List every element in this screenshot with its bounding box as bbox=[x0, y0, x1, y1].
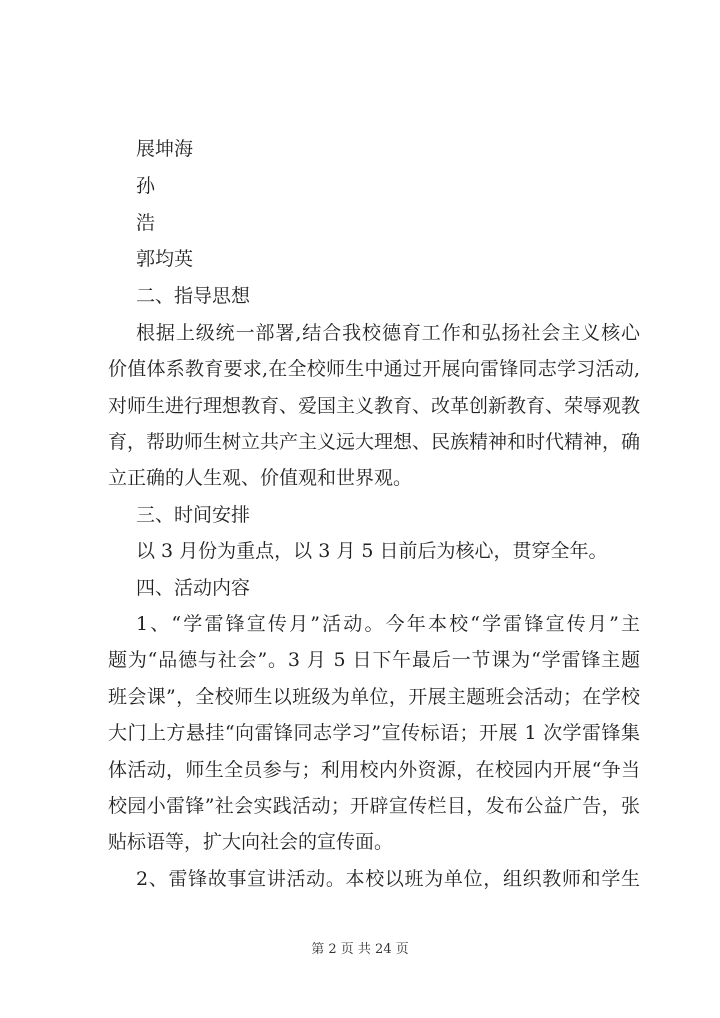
paragraph-line: 班会课”，全校师生以班级为单位，开展主题班会活动；在学校 bbox=[108, 686, 640, 708]
paragraph-line: 大门上方悬挂“向雷锋同志学习”宣传标语；开展 1 次学雷锋集 bbox=[108, 722, 640, 744]
name-line: 浩 bbox=[136, 212, 156, 234]
section-heading: 四、活动内容 bbox=[136, 577, 251, 599]
name-line: 郭均英 bbox=[136, 248, 194, 270]
section-heading: 三、时间安排 bbox=[136, 504, 251, 526]
paragraph-line: 贴标语等，扩大向社会的宣传面。 bbox=[108, 831, 394, 853]
paragraph-line: 根据上级统一部署,结合我校德育工作和弘扬社会主义核心 bbox=[136, 322, 640, 344]
paragraph-line: 立正确的人生观、价值观和世界观。 bbox=[108, 467, 413, 489]
paragraph-line: 1、“学雷锋宣传月”活动。今年本校“学雷锋宣传月”主 bbox=[136, 613, 640, 635]
paragraph-line: 题为“品德与社会”。3 月 5 日下午最后一节课为“学雷锋主题 bbox=[108, 649, 640, 671]
paragraph-line: 校园小雷锋”社会实践活动；开辟宣传栏目，发布公益广告，张 bbox=[108, 795, 640, 817]
page-number-footer: 第 2 页 共 24 页 bbox=[311, 942, 409, 957]
paragraph-line: 育，帮助师生树立共产主义远大理想、民族精神和时代精神，确 bbox=[108, 431, 641, 453]
name-line: 孙 bbox=[136, 175, 156, 197]
paragraph-line: 体活动，师生全员参与；利用校内外资源，在校园内开展“争当 bbox=[108, 759, 640, 781]
paragraph-line: 对师生进行理想教育、爱国主义教育、改革创新教育、荣辱观教 bbox=[108, 395, 641, 417]
name-line: 展坤海 bbox=[136, 138, 194, 160]
paragraph-line: 2、雷锋故事宣讲活动。本校以班为单位，组织教师和学生 bbox=[136, 868, 640, 890]
section-heading: 二、指导思想 bbox=[136, 285, 251, 307]
paragraph-line: 价值体系教育要求,在全校师生中通过开展向雷锋同志学习活动, bbox=[108, 358, 640, 380]
paragraph-line: 以 3 月份为重点，以 3 月 5 日前后为核心，贯穿全年。 bbox=[136, 540, 608, 562]
